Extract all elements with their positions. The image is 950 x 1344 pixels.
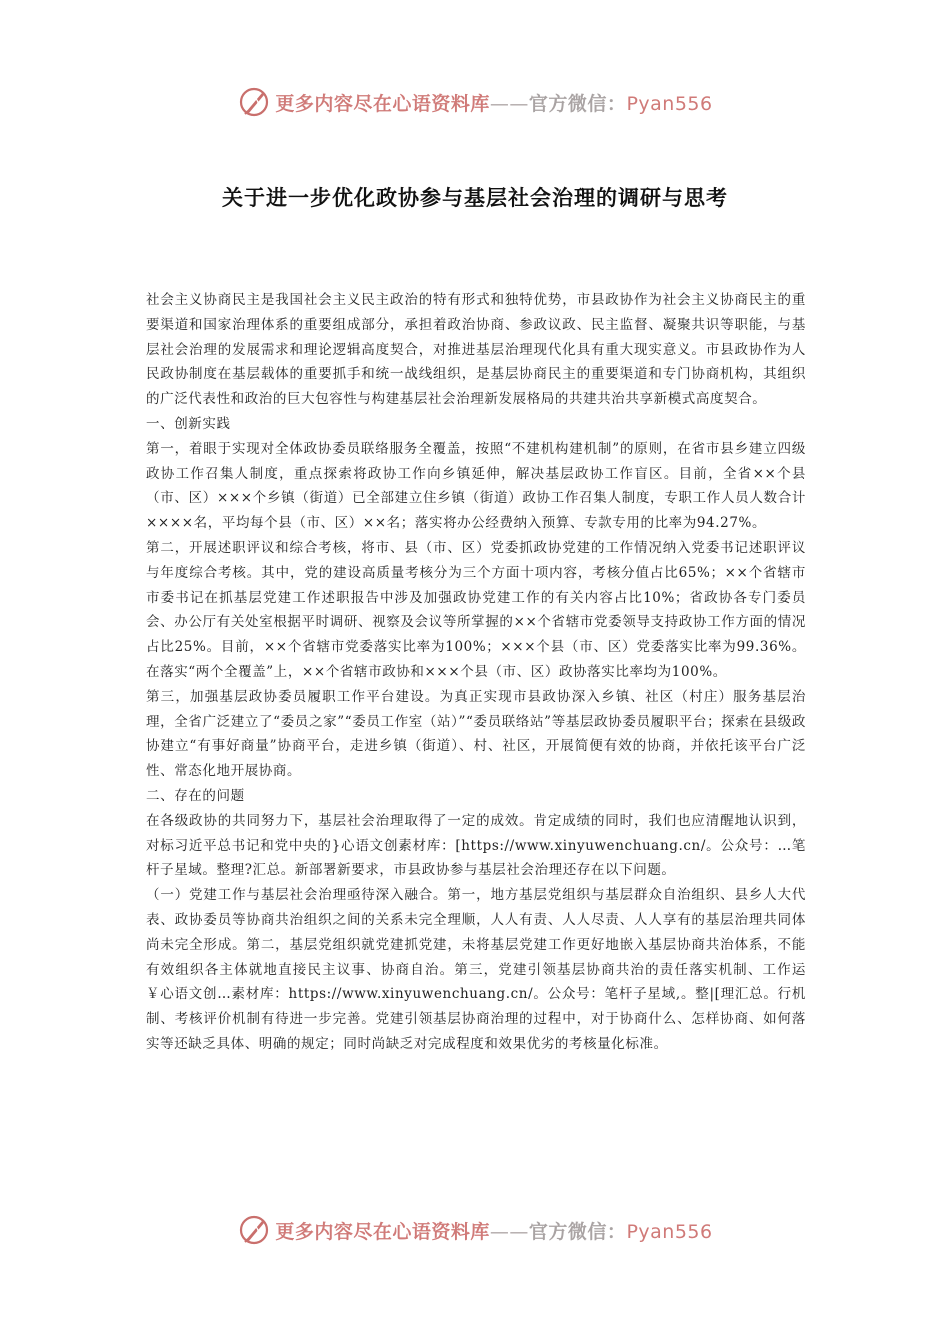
banner-contact-label: 官方微信：: [528, 1220, 627, 1243]
paragraph-intro: 社会主义协商民主是我国社会主义民主政治的特有形式和独特优势，市县政协作为社会主义协商民主的重要渠道和国家治理体系的重要组成部分，承担着政治协商、参政议政、民主监督、凝聚共识等职能，与基层社会治理的发展需求和理论逻辑高度契合，对推进基层治理现代化具有重大现实意义。市县政协作为人民政协制度在基层载体的重要抓手和统一战线组织，是基层协商民主的重要渠道和专门协商机构，其组织的广泛代表性和政治的巨大包容性与构建基层社会治理新发展格局的共建共治共享新模式高度契合。: [146, 292, 806, 408]
banner-separator: ——: [489, 1220, 529, 1243]
banner-contact-label: 官方微信：: [528, 92, 627, 115]
section-heading-problems: 二、存在的问题: [146, 787, 245, 804]
banner-wechat-id: Pyan556: [626, 92, 713, 115]
paragraph-third: 第三，加强基层政协委员履职工作平台建设。为真正实现市县政协深入乡镇、社区（村庄）服务基层治理，全省广泛建立了“委员之家”“委员工作室（站）”“委员联络站”等基层政协委员履职平台；探索在县级政协建立“有事好商量”协商平台，走进乡镇（街道）、村、社区，开展简便有效的协商，并依托该平台广泛性、常态化地开展协商。: [146, 688, 806, 780]
paragraph-problems-intro: 在各级政协的共同努力下，基层社会治理取得了一定的成效。肯定成绩的同时，我们也应清醒地认识到，对标习近平总书记和党中央的}心语文创素材库：[https://www.xinyuwenchuang.cn/。公众号：…笔杆子星域。整理?汇总。新部署新要求，市县政协参与基层社会治理还存在以下问题。: [146, 812, 806, 879]
banner-main-text: 更多内容尽在心语资料库: [275, 92, 490, 115]
footer-watermark-banner: [0, 1210, 950, 1250]
banner-separator: ——: [489, 92, 529, 115]
paragraph-second: 第二，开展述职评议和综合考核，将市、县（市、区）党委抓政协党建的工作情况纳入党委书记述职评议与年度综合考核。其中，党的建设高质量考核分为三个方面十项内容，考核分值占比65%；××个省辖市市委书记在抓基层党建工作述职报告中涉及加强政协党建工作的有关内容占比10%；省政协各专门委员会、办公厅有关处室根据平时调研、视察及会议等所掌握的××个省辖市党委领导支持政协工作方面的情况占比25%。目前，××个省辖市党委落实比率为100%；×××个县（市、区）党委落实比率为99.36%。在落实“两个全覆盖”上，××个省辖市政协和×××个县（市、区）政协落实比率均为100%。: [146, 539, 806, 680]
header-watermark-banner: [0, 82, 950, 122]
paragraph-problem-one: （一）党建工作与基层社会治理亟待深入融合。第一，地方基层党组织与基层群众自治组织、县乡人大代表、政协委员等协商共治组织之间的关系未完全理顺，人人有责、人人尽责、人人享有的基层治理共同体尚未完全形成。第二，基层党组织就党建抓党建，未将基层党建工作更好地嵌入基层协商共治体系，不能有效组织各主体就地直接民主议事、协商自治。第三，党建引领基层协商共治的责任落实机制、工作运￥心语文创…素材库：https://www.xinyuwenchuang.cn/。公众号：笔杆子星域,。整|[理汇总。行机制、考核评价机制有待进一步完善。党建引领基层协商治理的过程中，对于协商什么、怎样协商、如何落实等还缺乏具体、明确的规定；同时尚缺乏对完成程度和效果优劣的考核量化标准。: [146, 887, 806, 1052]
banner-wechat-id: Pyan556: [626, 1220, 713, 1243]
banner-text: [275, 1217, 712, 1244]
quill-logo-icon: [237, 1213, 271, 1247]
banner-text: [275, 89, 712, 116]
document-title: 关于进一步优化政协参与基层社会治理的调研与思考: [222, 186, 728, 210]
quill-logo-icon: [237, 85, 271, 119]
banner-main-text: 更多内容尽在心语资料库: [275, 1220, 490, 1243]
paragraph-first: 第一，着眼于实现对全体政协委员联络服务全覆盖，按照“不建机构建机制”的原则，在省市县乡建立四级政协工作召集人制度，重点探索将政协工作向乡镇延伸，解决基层政协工作盲区。目前，全省××个县（市、区）×××个乡镇（街道）已全部建立住乡镇（街道）政协工作召集人制度，专职工作人员人数合计××××名，平均每个县（市、区）××名；落实将办公经费纳入预算、专款专用的比率为94.27%。: [146, 440, 806, 532]
section-heading-innovation: 一、创新实践: [146, 415, 231, 432]
document-body: [146, 288, 806, 1057]
